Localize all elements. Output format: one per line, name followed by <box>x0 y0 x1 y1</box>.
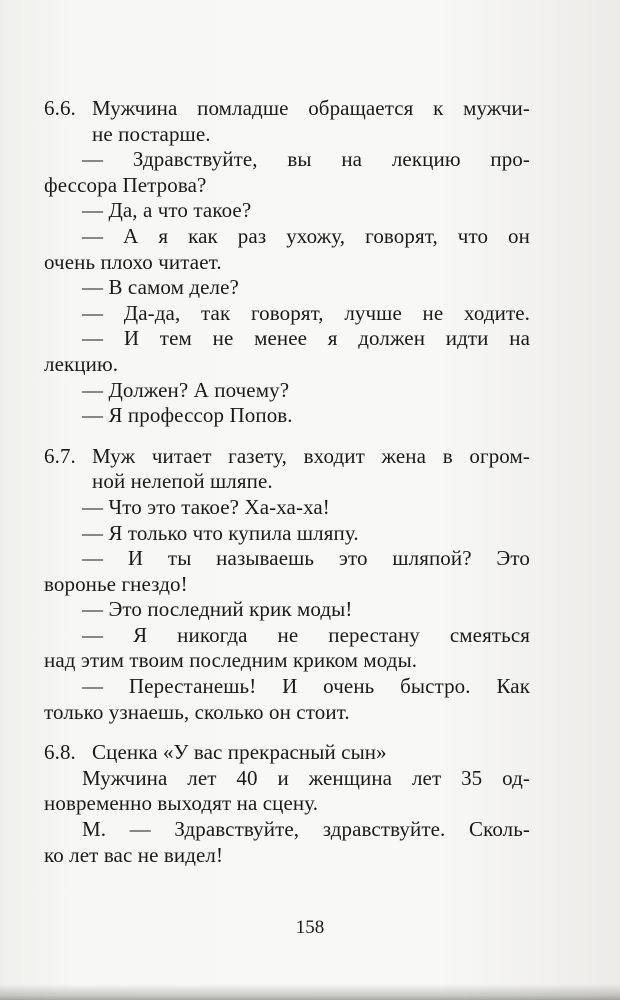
section-number: 6.6. <box>44 96 76 120</box>
text-line: Мужчина помладше обращается к мужчи- <box>92 96 530 120</box>
text-line: — Это последний крик моды! <box>82 597 353 622</box>
text-line: не постарше. <box>92 121 211 146</box>
text-line: — А я как раз ухожу, говорят, что он <box>82 223 530 248</box>
text-line: — Да-да, так говорят, лучше не ходите. <box>82 300 530 325</box>
text-line: ко лет вас не видел! <box>44 842 224 867</box>
text-line: — Я профессор Попов. <box>82 403 293 428</box>
page-bottom-edge <box>0 984 620 1000</box>
text-line: очень плохо читает. <box>44 249 222 274</box>
text-line: Мужчина лет 40 и женщина лет 35 од- <box>82 765 530 790</box>
text-line: — Здравствуйте, вы на лекцию про- <box>82 147 530 172</box>
text-line: над этим твоим последним криком моды. <box>44 648 418 673</box>
text-line: — В самом деле? <box>82 275 239 300</box>
text-line: воронье гнездо! <box>44 571 188 596</box>
text-line: — Я никогда не перестану смеяться <box>82 622 530 647</box>
section-6-8 <box>44 740 530 868</box>
section-number: 6.8. <box>44 740 76 765</box>
text-line: только узнаешь, сколько он стоит. <box>44 699 350 724</box>
text-line: новременно выходят на сцену. <box>44 791 319 816</box>
page-number: 158 <box>295 917 325 938</box>
text-line: — Я только что купила шляпу. <box>82 520 359 545</box>
text-line: Муж читает газету, входит жена в огром- <box>92 443 530 468</box>
text-line: Сценка «У вас прекрасный сын» <box>92 740 387 765</box>
text-line: М. — Здравствуйте, здравствуйте. Сколь- <box>82 817 530 842</box>
section-number: 6.7. <box>44 443 76 468</box>
text-line: — Перестанешь! И очень быстро. Как <box>82 674 530 699</box>
text-line: — И тем не менее я должен идти на <box>82 326 530 351</box>
text-line: лекцию. <box>44 351 119 376</box>
page-text <box>44 96 530 883</box>
text-line: — Что это такое? Ха-ха-ха! <box>82 494 330 519</box>
text-line: фессора Петрова? <box>44 172 207 197</box>
text-line: — Да, а что такое? <box>82 198 252 223</box>
text-line: — И ты называешь это шляпой? Это <box>82 546 530 571</box>
section-6-7 <box>44 444 530 726</box>
text-line: ной нелепой шляпе. <box>92 469 273 494</box>
section-6-6 <box>44 96 530 429</box>
text-line: — Должен? А почему? <box>82 377 290 402</box>
